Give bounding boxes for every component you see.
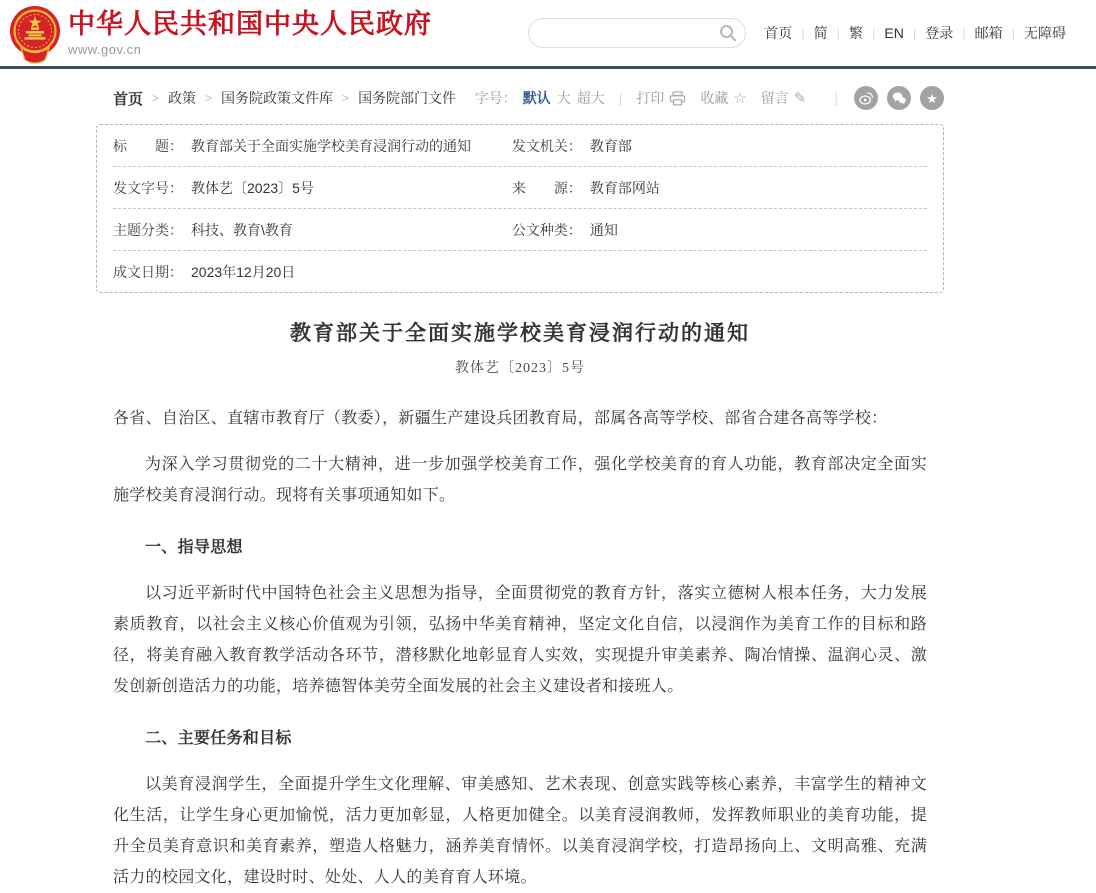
search-icon[interactable]	[719, 24, 737, 42]
nav-separator: |	[912, 25, 917, 41]
meta-value: 教育部关于全面实施学校美育浸润行动的通知	[191, 137, 471, 154]
main-container	[96, 86, 944, 893]
nav-link-4[interactable]: EN	[884, 25, 904, 41]
document-title: 教育部关于全面实施学校美育浸润行动的通知	[290, 321, 750, 345]
share-qzone-button[interactable]	[920, 86, 944, 110]
national-emblem-logo	[8, 4, 62, 64]
meta-label: 主题分类：	[113, 221, 183, 238]
print-button[interactable]: 打印	[636, 88, 686, 108]
meta-label: 发文机关：	[511, 137, 582, 154]
meta-label: 来 源：	[511, 179, 582, 196]
page-toolbar	[96, 86, 944, 110]
meta-value: 教体艺〔2023〕5号	[191, 179, 314, 196]
meta-cell-right	[512, 136, 927, 156]
weibo-icon	[858, 90, 874, 106]
meta-cell-left	[113, 178, 512, 198]
section-heading: 一、指导思想	[145, 539, 243, 556]
document-number: 教体艺〔2023〕5号	[455, 361, 585, 376]
meta-value: 教育部网站	[589, 179, 660, 196]
meta-value: 通知	[589, 221, 618, 238]
meta-cell-left	[113, 220, 512, 240]
meta-label: 发文字号：	[113, 179, 183, 196]
page-tools	[475, 86, 944, 110]
breadcrumb-separator: >	[205, 91, 213, 105]
font-size-label: 字号：	[474, 90, 517, 106]
breadcrumb-item-4[interactable]: 国务院部门文件	[358, 90, 457, 106]
site-title: 中华人民共和国中央人民政府	[68, 9, 432, 39]
paragraph: 以美育浸润学生，全面提升学生文化理解、审美感知、艺术表现、创意实践等核心素养，丰富学生的精神文化生活，让学生身心更加愉悦，活力更加彰显，人格更加健全。以美育浸润教师，发挥教师职业的美育功能，提升全员美育意识和美育素养，塑造人格魅力，涵养美育情怀。以美育浸润学校，打造昂扬向上、文明高雅、充满活力的校园文化，建设时时、处处、人人的美育育人环境。	[113, 776, 927, 886]
toolbar-divider: |	[618, 90, 623, 106]
font-size-option-超大[interactable]: 超大	[576, 90, 605, 106]
nav-link-1[interactable]: 首页	[764, 25, 793, 41]
site-header	[0, 0, 1096, 66]
document-body	[113, 403, 927, 893]
meta-value: 教育部	[589, 137, 632, 154]
meta-label: 公文种类：	[511, 221, 582, 238]
header-brand[interactable]	[8, 2, 432, 64]
nav-separator: |	[871, 25, 876, 41]
header-divider-line	[0, 66, 1096, 69]
nav-separator: |	[836, 25, 840, 41]
meta-cell-left	[113, 262, 512, 282]
share-wechat-button[interactable]	[887, 86, 911, 110]
meta-row	[113, 125, 927, 167]
nav-link-3[interactable]: 繁	[848, 25, 863, 41]
document-meta-table	[96, 124, 944, 293]
nav-link-5[interactable]: 登录	[925, 25, 954, 41]
font-size-options	[517, 88, 605, 108]
meta-value: 2023年12月20日	[191, 263, 296, 280]
meta-value: 科技、教育\教育	[191, 221, 293, 238]
salutation-paragraph: 各省、自治区、直辖市教育厅（教委），新疆生产建设兵团教育局，部属各高等学校、部省合建各高等学校：	[113, 410, 888, 427]
breadcrumb	[113, 88, 456, 109]
meta-label: 标 题：	[113, 137, 183, 154]
document-article	[96, 317, 944, 893]
font-size-option-大[interactable]: 大	[556, 90, 571, 106]
section-heading: 二、主要任务和目标	[145, 730, 292, 747]
paragraph: 为深入学习贯彻党的二十大精神，进一步加强学校美育工作，强化学校美育的育人功能，教育部决定全面实施学校美育浸润行动。现将有关事项通知如下。	[113, 456, 927, 504]
wechat-icon	[891, 90, 907, 106]
meta-label: 成文日期：	[113, 263, 183, 280]
breadcrumb-item-1[interactable]: 首页	[113, 90, 144, 108]
font-size-option-默认[interactable]: 默认	[522, 90, 551, 106]
nav-link-2[interactable]: 简	[813, 25, 828, 41]
favorite-button[interactable]: 收藏 ☆	[700, 89, 747, 107]
meta-row	[113, 209, 927, 251]
breadcrumb-item-3[interactable]: 国务院政策文件库	[221, 90, 334, 106]
meta-cell-right	[512, 220, 927, 240]
breadcrumb-separator: >	[342, 91, 350, 105]
nav-separator: |	[962, 25, 966, 41]
breadcrumb-item-2[interactable]: 政策	[168, 90, 197, 106]
top-nav	[762, 23, 1068, 43]
pencil-icon: ✎	[793, 89, 807, 107]
search-box	[528, 18, 746, 48]
paragraph: 以习近平新时代中国特色社会主义思想为指导，全面贯彻党的教育方针，落实立德树人根本任务，大力发展素质教育，以社会主义核心价值观为引领，弘扬中华美育精神，坚定文化自信，以浸润作为美育工作的目标和路径，将美育融入教育教学活动各环节，潜移默化地彰显育人实效，实现提升审美素养、陶冶情操、温润心灵、激发创新创造活力的功能，培养德智体美劳全面发展的社会主义建设者和接班人。	[113, 585, 927, 695]
search-input[interactable]	[528, 18, 746, 48]
toolbar-divider: |	[834, 90, 838, 106]
site-url: www.gov.cn	[68, 42, 142, 57]
share-weibo-button[interactable]	[854, 86, 878, 110]
star-icon: ☆	[733, 89, 747, 107]
meta-row	[113, 167, 927, 209]
qzone-star-icon: ★	[926, 90, 938, 106]
comment-button[interactable]: 留言 ✎	[760, 89, 807, 107]
nav-link-7[interactable]: 无障碍	[1024, 25, 1066, 41]
meta-cell-right	[512, 178, 927, 198]
nav-link-6[interactable]: 邮箱	[974, 25, 1003, 41]
nav-separator: |	[1011, 25, 1015, 41]
printer-icon	[669, 91, 686, 106]
share-buttons	[854, 86, 944, 110]
meta-row	[113, 251, 927, 292]
meta-cell-left	[113, 136, 512, 156]
nav-separator: |	[801, 25, 805, 41]
breadcrumb-separator: >	[152, 91, 160, 105]
